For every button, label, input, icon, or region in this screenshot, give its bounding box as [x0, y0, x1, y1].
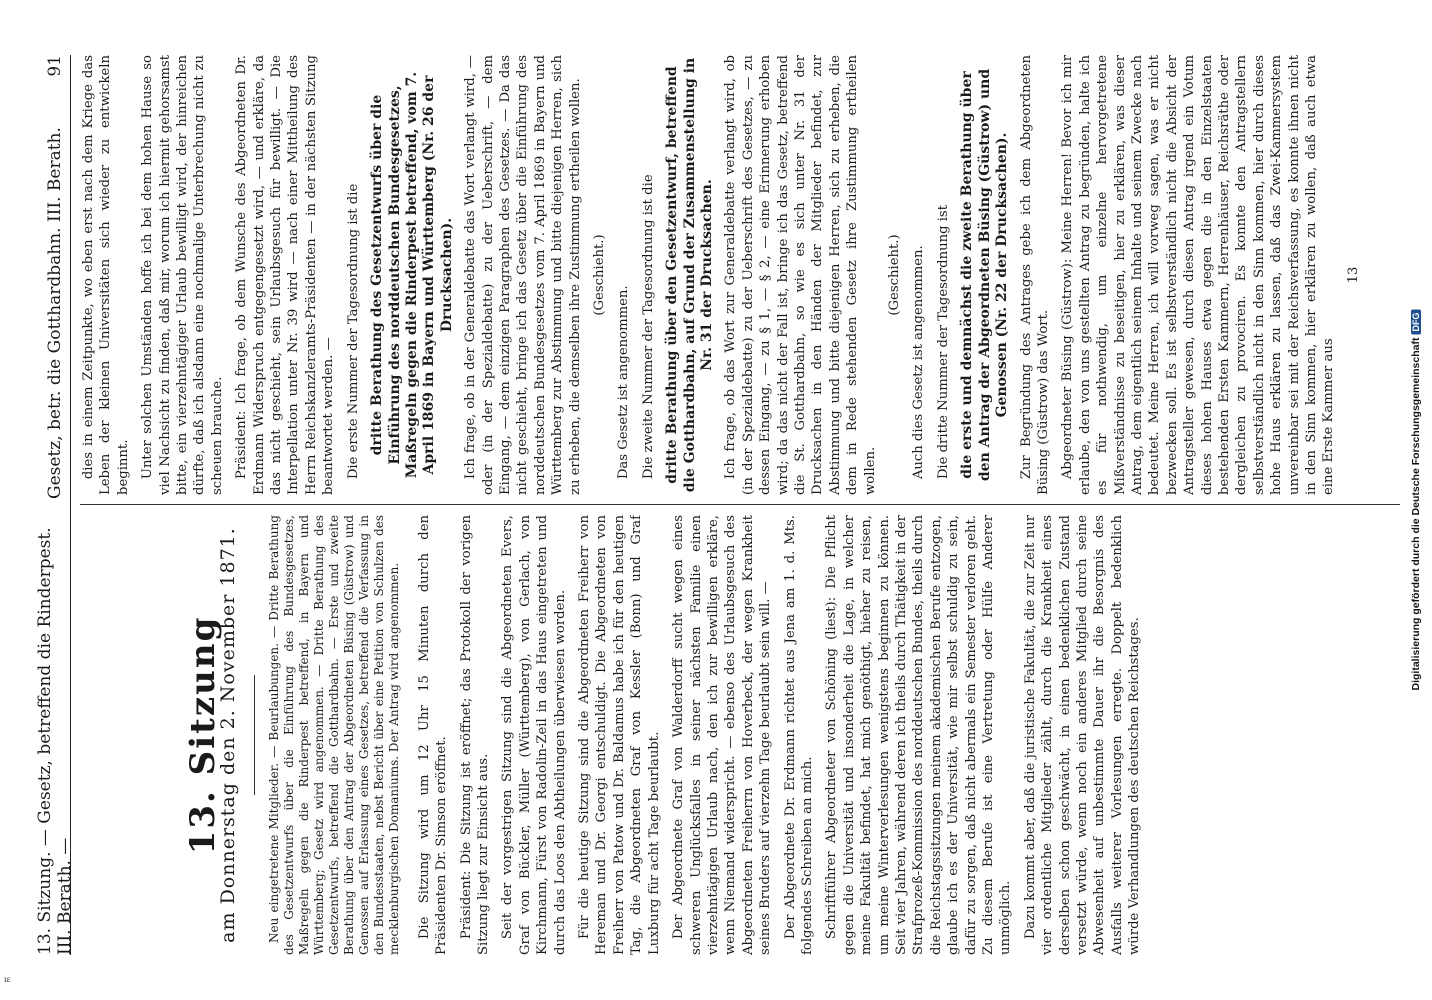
- title-rule: [254, 675, 255, 795]
- running-head-right: Gesetz, betr. die Gotthardbahn. III. Berath.: [45, 127, 65, 499]
- dfg-logo: DFG: [1411, 310, 1421, 335]
- geschieht-note-2: (Geschieht.): [887, 234, 903, 316]
- paragraph: Die Sitzung wird um 12 Uhr 15 Minuten durch den Präsidenten Dr. Simson eröffnet.: [416, 515, 450, 955]
- geschieht-note-1: (Geschieht.): [591, 234, 607, 316]
- result-2: Auch dies Gesetz ist angenommen.: [911, 245, 927, 480]
- session-summary: Neu eingetretene Mitglieder. — Beurlaubungen. — Dritte Berathung des Gesetzentwurfs über die Einführung des Bundesgesetzes, Maßregeln gegen die Rinderpest betreffend, in Bayern und Württemberg; Gesetz wird angenommen. — Dritte Berathung des Gesetzentwurfs, betreffend die Gotthardbahn. — Erste und zweite Berathung über den Antrag der Abgeordneten Büsing (Güstrow) und Genossen auf Erlassung eines Gesetzes, betreffend die Verfassung in den Bundesstaaten, nebst Bericht über eine Petition von Schulzen des mecklenburgischen Domaniums. Der Antrag wird angenommen.: [266, 515, 401, 955]
- right-column: [80, 55, 1400, 495]
- agenda-heading-1: dritte Berathung des Gesetzentwurfs über die Einführung des norddeutschen Bundesgesetzes, Maßregeln gegen die Rinderpest betreffend, vom 7. April 1869 in Bayern und Württemberg (Nr. 26 der Drucksachen).: [369, 71, 455, 479]
- result-1: Das Gesetz ist angenommen.: [616, 285, 632, 480]
- paragraph: Schriftführer Abgeordneter von Schöning (liest): Die Pflicht gegen die Universität und insonderheit die Lage, in welcher meine Fakultät befindet, hat mich genöthigt, hieher zu reisen, um meine Winterverlesungen wenigstens beginnen zu können. Seit vier Jahren, während deren ich theils durch Thätigkeit in der Strafprozeß-Kommission des norddeutschen Bundes, theils durch die Reichstagssitzungen meinem akademischen Berufe entzogen, glaube ich es der Universität, wie mir selbst schuldig zu sein, dafür zu sorgen, daß nicht abermals ein Semester verloren geht. Zu diesem Berufe ist eine Vertretung oder Hülfe Anderer unmöglich.: [824, 515, 1014, 955]
- paragraph: Für die heutige Sitzung sind die Abgeordneten Freiherr von Hereman und Dr. Georgi entschuldigt. Die Abgeordneten von Freiherr von Patow und Dr. Baldamus habe ich für den heutigen Tag, die Abgeordneten Graf von Kessler (Bonn) und Graf Luxburg für acht Tage beurlaubt.: [577, 515, 662, 955]
- running-head-right-wrap: [45, 55, 65, 511]
- next-item: Die zweite Nummer der Tagesordnung ist die: [640, 174, 656, 480]
- running-head: [35, 55, 75, 955]
- paragraph: Zur Begründung des Antrages gebe ich dem Abgeordneten Büsing (Güstrow) das Wort.: [1018, 55, 1051, 495]
- digitization-strip: [1406, 0, 1426, 1000]
- paragraph: Unter solchen Umständen hoffe ich bei dem hohen Hause so viel Nachsicht zu finden, daß mir, worum ich hiermit gehorsamst bitte, ein vierzehntägiger Urlaub bewilligt wird, der hinreichen dürfte, daß ich alsdann eine nochmalige Unterbrechung nicht zu scheuen brauche.: [140, 55, 225, 495]
- rotated-page: [35, 55, 1400, 955]
- sheet-number: 13: [1345, 266, 1361, 284]
- agenda-heading-2: dritte Berathung über den Gesetzentwurf, betreffend die Gotthardbahn, auf Grund der Zusammenstellung in Nr. 31 der Drucksachen.: [664, 57, 715, 493]
- paragraph: Der Abgeordnete Graf von Walderdorff sucht wegen eines schweren Unglücksfalles in seiner nächsten Familie einen vierzehntägigen Urlaub nach, den ich zur bewilligen erkläre, wenn Niemand widerspricht. — ebenso des Urlaubsgesuch des Abgeordneten Freiherrn von Hoverbeck, der wegen Krankheit seines Bruders auf vierzehn Tage beurlaubt sein will. —: [671, 515, 774, 955]
- paragraph: dies in einem Zeitpunkte, wo eben erst nach dem Kriege das Leben der kleinen Universitäten sich wieder zu entwickeln beginnt.: [81, 55, 131, 495]
- digitization-note: [1410, 310, 1422, 691]
- running-head-left: 13. Sitzung. — Gesetz, betreffend die Rinderpest. III. Berath. —: [35, 527, 75, 955]
- corner-tick-mark: ıɛ: [4, 975, 11, 984]
- paragraph: Präsident: Die Sitzung ist eröffnet; das Protokoll der vorigen Sitzung liegt zur Einsicht aus.: [458, 515, 492, 955]
- paragraph: Seit der vorgestrigen Sitzung sind die Abgeordneten Evers, Graf von Bückler, Müller (Württemberg), von Gerlach, von Kirchmann, Fürst von Radolin-Zeil in das Haus eingetreten und durch das Loos den Abtheilungen überwiesen worden.: [500, 515, 568, 955]
- paragraph: Die erste Nummer der Tagesordnung ist die: [345, 183, 361, 480]
- session-title: 13. Sitzung: [183, 615, 223, 855]
- third-item: Die dritte Nummer der Tagesordnung ist: [935, 205, 951, 480]
- paragraph: Abgeordneter Büsing (Güstrow): Meine Herren! Bevor ich mir erlaube, den von uns gestellten Antrag zu begründen, halte ich es für nothwendig, um einzelne hervorgetretene Mißverständnisse zu beseitigen, hier zu erklären, was dieser Antrag, dem eigentlich seinem Inhalte und seinem Zwecke nach bedeutet. Meine Herren, ich will vorweg sagen, was er nicht bezwecken soll. Es ist selbstverständlich nicht die Absicht der Antragsteller gewesen, durch diesen Antrag irgend ein Votum dieses hohen Hauses etwa gegen die in den Einzelstaaten bestehenden Ersten Kammern, Herrenhäuser, Reichsräthe oder dergleichen zu provociren. Es konnte den Antragstellern selbstverständlich nicht in den Sinn kommen, hier durch dieses hohe Haus erklären zu lassen, daß das Zwei-Kammersystem unvereinbar sei mit der Reichsverfassung, es konnte ihnen nicht in den Sinn kommen, hier erklären zu wollen, daß auch etwa eine Erste Kammer aus: [1060, 55, 1337, 495]
- page-number: 91: [45, 55, 65, 77]
- paragraph: Präsident: Ich frage, ob dem Wunsche des Abgeordneten Dr. Erdmann Widerspruch entgegengesetzt wird, — und erkläre, da das nicht geschieht, sein Urlaubsgesuch für bewilligt. — Die Interpellation unter Nr. 39 wird — nach einer Mittheilung des Herrn Reichskanzleramts-Präsidenten — in der nächsten Sitzung beantwortet werden. —: [234, 55, 337, 495]
- paragraph: Dazu kommt aber, daß die juristische Fakultät, die zur Zeit nur vier ordentliche Mitglieder zählt, durch die Krankheit eines derselben schon geschwächt, in einen bedenklichen Zustand versetzt würde, wenn noch ein anderes Mitglied durch seine Abwesenheit auf unbestimmte Dauer ihr die Besorgnis des Ausfalls weiterer Vorlesungen erregte. Doppelt bedenklich würde Verhandlungen des deutschen Reichstages.: [1022, 515, 1143, 955]
- column-divider: [80, 504, 1400, 505]
- paragraph: Ich frage, ob das Wort zur Generaldebatte verlangt wird, ob (in der Spezialdebatte) zu der Ueberschrift des Gesetzes, — zu dessen Eingang, — zu § 1, — § 2, — eine Erinnerung erhoben wird; da das nicht der Fall ist, bringe ich das Gesetz, betreffend die St. Gotthardbahn, so wie es sich unter Nr. 31 der Drucksachen in den Händen der Mitglieder befindet, zur Abstimmung und bitte diejenigen Herren, sich zu erheben, die dem in Rede stehenden Gesetz ihre Zustimmung ertheilen wollen.: [723, 55, 878, 495]
- left-column: [80, 515, 1400, 955]
- paragraph: Der Abgeordnete Dr. Erdmann richtet aus Jena am 1. d. Mts. folgendes Schreiben an mich.: [782, 515, 815, 955]
- digitization-note-text: Digitalisierung gefördert durch die Deutsche Forschungsgemeinschaft: [1410, 337, 1422, 691]
- agenda-heading-3: die erste und demnächst die zweite Berathung über den Antrag der Abgeordneten Büsing (Güstrow) und Genossen (Nr. 22 der Drucksachen).: [959, 68, 1011, 482]
- session-date: am Donnerstag den 2. November 1871.: [217, 527, 240, 943]
- paragraph: Ich frage, ob in der Generaldebatte das Wort verlangt wird, — oder (in der Spezialdebatte) zu der Ueberschrift, — dem Eingang, — dem einzigen Paragraphen des Gesetzes. — Da das nicht geschieht, bringe ich das Gesetz über die Einführung des norddeutschen Bundesgesetzes vom 7. April 1869 in Bayern und Württemberg zur Abstimmung und bitte diejenigen Herren, sich zu erheben, die demselben ihre Zustimmung ertheilen wollen.: [463, 55, 583, 495]
